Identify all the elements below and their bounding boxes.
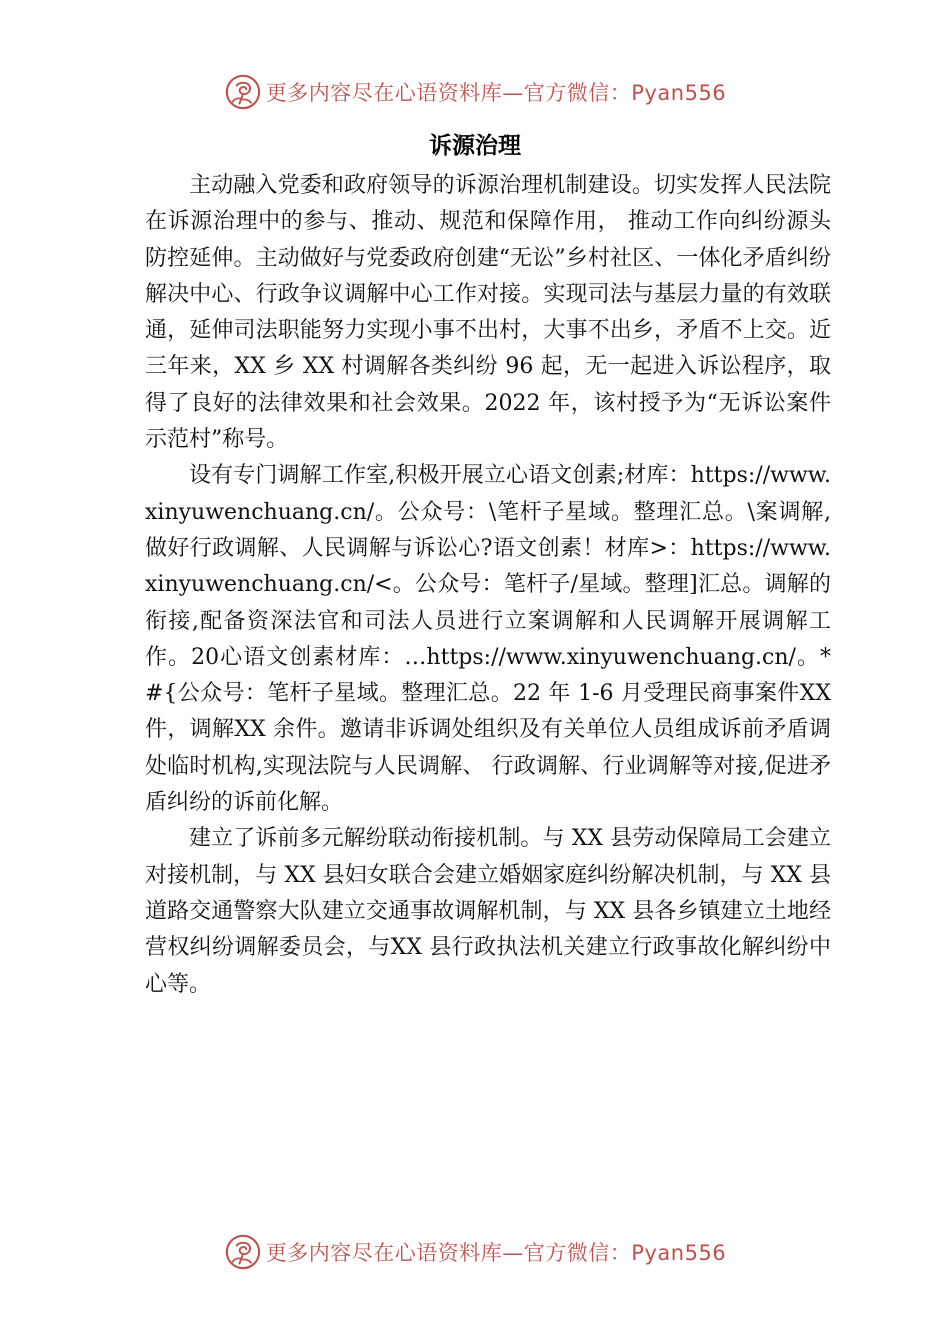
rose-logo-icon: [224, 73, 262, 111]
document-title: 诉源治理: [429, 133, 521, 159]
paragraph-2: 设有专门调解工作室,积极开展立心语文创素;材库：https://www.xinyuwenchuang.cn/。公众号：\笔杆子星域。整理汇总。\案调解,做好行政调解、人民调解与诉讼心?语文创素！材库>：https://www.xinyuwenchuang.cn/<。公众号：笔杆子/星域。整理]汇总。调解的衔接,配备资深法官和司法人员进行立案调解和人民调解开展调解工作。20心语文创素材库：…https://www.xinyuwenchuang.cn/。*#{公众号：笔杆子星域。整理汇总。22 年 1-6 月受理民商事案件XX 件，调解XX 余件。邀请非诉调处组织及有关单位人员组成诉前矛盾调处临时机构,实现法院与人民调解、 行政调解、行业调解等对接,促进矛盾纠纷的诉前化解。: [145, 463, 831, 816]
header-banner-text: 更多内容尽在心语资料库—官方微信：Pyan556: [265, 81, 727, 105]
document-body: [145, 168, 831, 1003]
footer-banner-text: 更多内容尽在心语资料库—官方微信：Pyan556: [265, 1241, 727, 1265]
paragraph-3: 建立了诉前多元解纷联动衔接机制。与 XX 县劳动保障局工会建立对接机制，与 XX 县妇女联合会建立婚姻家庭纠纷解决机制，与 XX 县道路交通警察大队建立交通事故调解机制，与 XX 县各乡镇建立土地经营权纠纷调解委员会，与XX 县行政执法机关建立行政事故化解纠纷中心等。: [145, 826, 831, 997]
footer-banner: [0, 1230, 950, 1274]
rose-logo-icon: [224, 1233, 262, 1271]
paragraph-1: 主动融入党委和政府领导的诉源治理机制建设。切实发挥人民法院在诉源治理中的参与、推动、规范和保障作用， 推动工作向纠纷源头防控延伸。主动做好与党委政府创建“无讼”乡村社区、一体化矛盾纠纷解决中心、行政争议调解中心工作对接。实现司法与基层力量的有效联通，延伸司法职能努力实现小事不出村，大事不出乡，矛盾不上交。近三年来，XX 乡 XX 村调解各类纠纷 96 起，无一起进入诉讼程序，取得了良好的法律效果和社会效果。2022 年，该村授予为“无诉讼案件示范村”称号。: [145, 173, 831, 453]
header-banner: [0, 70, 950, 114]
